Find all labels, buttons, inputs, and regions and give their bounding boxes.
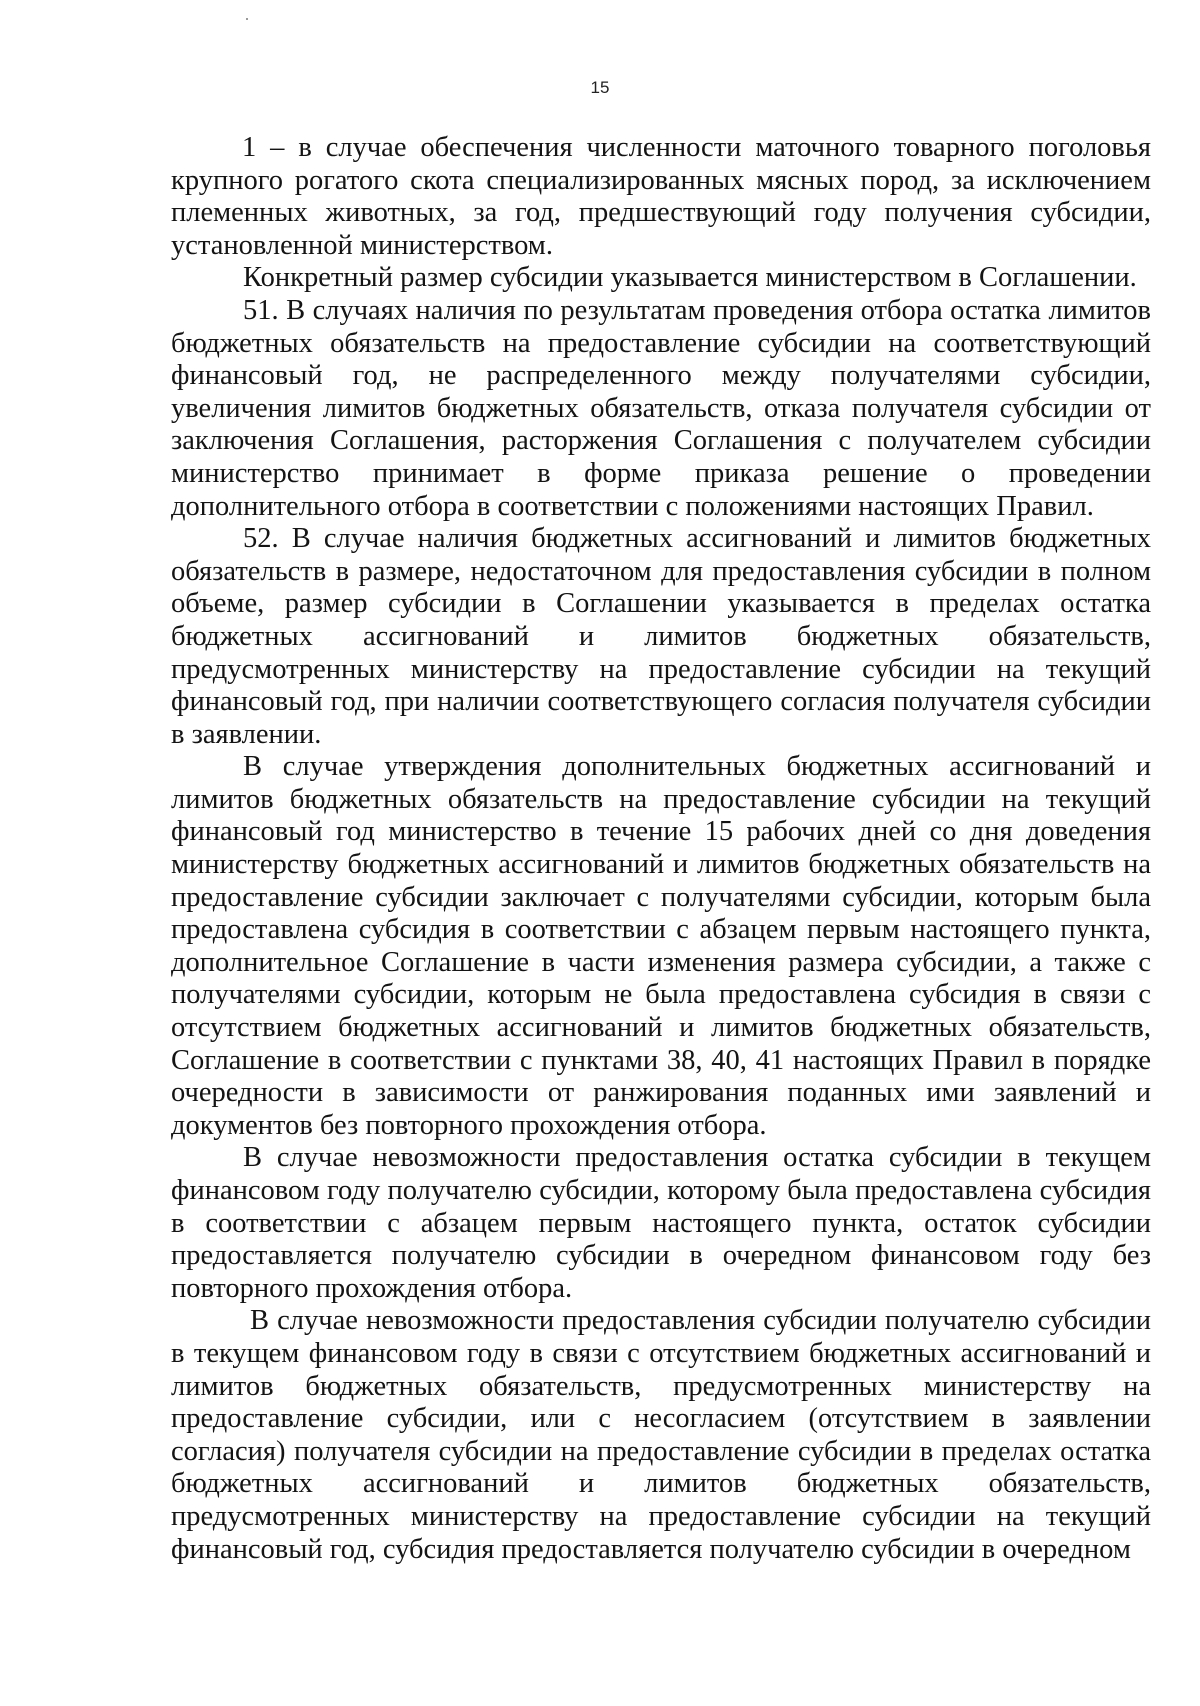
paragraph-condition-1: 1 – в случае обеспечения численности маточного товарного поголовья крупного рогатого скота специализированных мясных пород, за исключением племенных животных, за год, предшествующий году получения субсидии, установленной министерством. [171,132,1151,261]
paragraph-impossibility: В случае невозможности предоставления субсидии получателю субсидии в текущем финансовом году в связи с отсутствием бюджетных ассигнований и лимитов бюджетных обязательств, предусмотренных министерству на предоставление субсидии, или с несогласием (отсутствием в заявлении согласия) получателя субсидии на предоставление субсидии в пределах остатка бюджетных ассигнований и лимитов бюджетных обязательств, предусмотренных министерству на предоставление субсидии на текущий финансовый год, субсидия предоставляется получателю субсидии в очередном [171,1305,1151,1565]
paragraph-subsidy-size: Конкретный размер субсидии указывается министерством в Соглашении. [243,262,1137,294]
paragraph-item-52: 52. В случае наличия бюджетных ассигнований и лимитов бюджетных обязательств в размере, недостаточном для предоставления субсидии в полном объеме, размер субсидии в Соглашении указывается в пределах остатка бюджетных ассигнований и лимитов бюджетных обязательств, предусмотренных министерству на предоставление субсидии на текущий финансовый год, при наличии соответствующего согласия получателя субсидии в заявлении. [171,523,1151,750]
paragraph-item-51: 51. В случаях наличия по результатам проведения отбора остатка лимитов бюджетных обязательств на предоставление субсидии на соответствующий финансовый год, не распределенного между получателями субсидии, увеличения лимитов бюджетных обязательств, отказа получателя субсидии от заключения Соглашения, расторжения Соглашения с получателем субсидии министерство принимает в форме приказа решение о проведении дополнительного отбора в соответствии с положениями настоящих Правил. [171,294,1151,522]
page-number: 15 [590,78,610,97]
scan-artifact-dot [246,18,248,20]
document-body [171,132,1151,1566]
paragraph-additional-allocations: В случае утверждения дополнительных бюджетных ассигнований и лимитов бюджетных обязательств на предоставление субсидии на текущий финансовый год министерство в течение 15 рабочих дней со дня доведения министерству бюджетных ассигнований и лимитов бюджетных обязательств на предоставление субсидии заключает с получателями субсидии, которым была предоставлена субсидия в соответствии с абзацем первым настоящего пункта, дополнительное Соглашение в части изменения размера субсидии, а также с получателями субсидии, которым не была предоставлена субсидия в связи с отсутствием бюджетных ассигнований и лимитов бюджетных обязательств, Соглашение в соответствии с пунктами 38, 40, 41 настоящих Правил в порядке очередности в зависимости от ранжирования поданных ими заявлений и документов без повторного прохождения отбора. [171,751,1151,1141]
paragraph-remaining-subsidy: В случае невозможности предоставления остатка субсидии в текущем финансовом году получателю субсидии, которому была предоставлена субсидия в соответствии с абзацем первым настоящего пункта, остаток субсидии предоставляется получателю субсидии в очередном финансовом году без повторного прохождения отбора. [171,1142,1151,1304]
